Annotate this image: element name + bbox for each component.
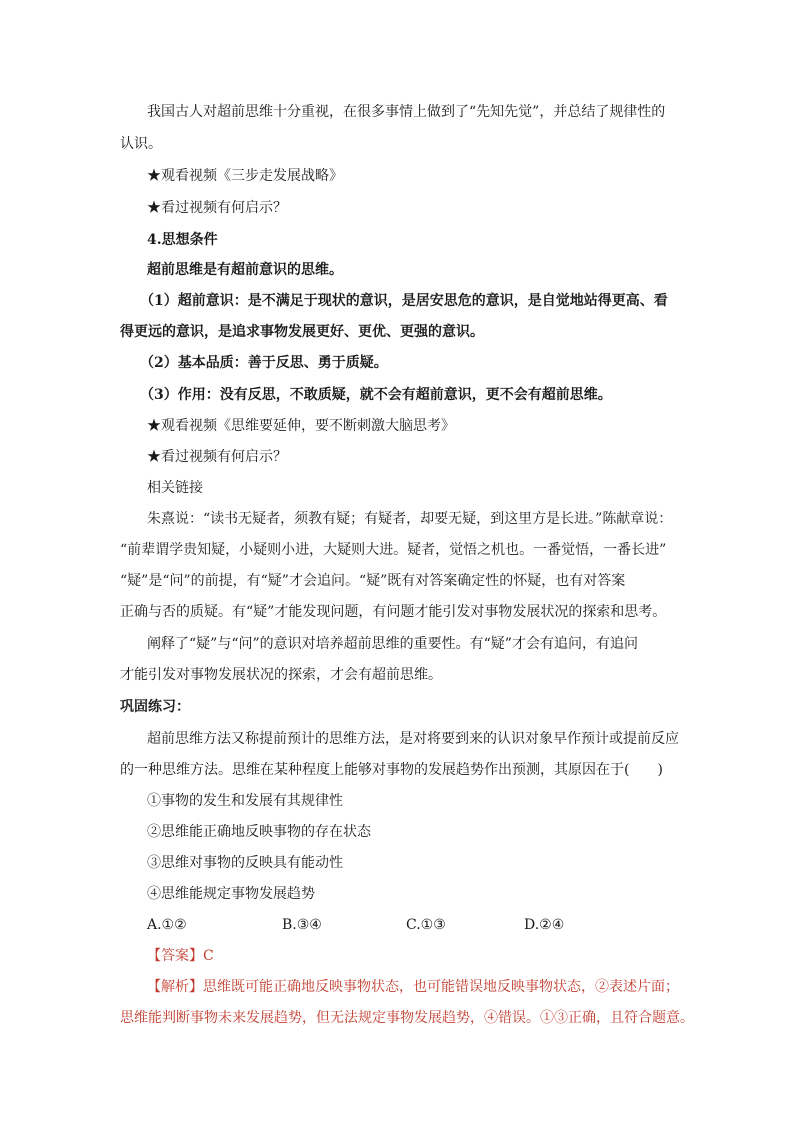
statement-2: ②思维能正确地反映事物的存在状态 bbox=[147, 824, 371, 840]
related-para-2-line-1: 阐释了“疑”与“问”的意识对培养超前思维的重要性。有“疑”才会有追问，有追问 bbox=[147, 636, 638, 652]
option-d: D.②④ bbox=[524, 917, 565, 933]
para-intro-line-1: 我国古人对超前思维十分重视，在很多事情上做到了“先知先觉”，并总结了规律性的 bbox=[147, 104, 666, 120]
related-para-2-line-2: 才能引发对事物发展状况的探索，才会有超前思维。 bbox=[120, 667, 442, 683]
analysis-line-1: 【解析】思维既可能正确地反映事物状态，也可能错误地反映事物状态，②表述片面； bbox=[147, 979, 679, 995]
definition-text: 超前思维是有超前意识的思维。 bbox=[147, 262, 343, 278]
insight-prompt-2: ★看过视频有何启示？ bbox=[147, 449, 287, 465]
statement-4: ④思维能规定事物发展趋势 bbox=[147, 886, 315, 902]
question-line-1: 超前思维方法又称提前预计的思维方法，是对将要到来的认识对象早作预计或提前反应 bbox=[147, 731, 679, 747]
related-para-1-line-2: “前辈谓学贵知疑，小疑则小进，大疑则大进。疑者，觉悟之机也。一番觉悟，一番长进” bbox=[120, 542, 667, 558]
related-link-heading: 相关链接 bbox=[147, 480, 203, 496]
video-prompt-1: ★观看视频《三步走发展战略》 bbox=[147, 168, 343, 184]
condition-3: （3）作用：没有反思，不敢质疑，就不会有超前意识，更不会有超前思维。 bbox=[140, 387, 612, 403]
condition-1-line-2: 得更远的意识，是追求事物发展更好、更优、更强的意识。 bbox=[120, 324, 484, 340]
para-intro-line-2: 认识。 bbox=[120, 136, 162, 152]
related-para-1-line-1: 朱熹说：“读书无疑者，须教有疑；有疑者，却要无疑，到这里方是长进。”陈献章说： bbox=[147, 511, 673, 527]
option-c: C.①③ bbox=[406, 917, 446, 933]
statement-1: ①事物的发生和发展有其规律性 bbox=[147, 793, 343, 809]
analysis-line-2: 思维能判断事物未来发展趋势，但无法规定事物发展趋势，④错误。①③正确，且符合题意。 bbox=[120, 1010, 694, 1026]
answer-text: 【答案】C bbox=[147, 948, 214, 964]
related-para-1-line-3: “疑”是“问”的前提，有“疑”才会追问。“疑”既有对答案确定性的怀疑，也有对答案 bbox=[120, 573, 626, 589]
option-a: A.①② bbox=[147, 917, 187, 933]
condition-1-line-1: （1）超前意识：是不满足于现状的意识，是居安思危的意识，是自觉地站得更高、看 bbox=[140, 293, 668, 309]
option-b: B.③④ bbox=[282, 917, 322, 933]
related-para-1-line-4: 正确与否的质疑。有“疑”才能发现问题，有问题才能引发对事物发展状况的探索和思考。 bbox=[120, 604, 667, 620]
exercise-heading: 巩固练习： bbox=[120, 699, 190, 715]
video-prompt-2: ★观看视频《思维要延伸，要不断刺激大脑思考》 bbox=[147, 418, 455, 434]
section-heading-4: 4.思想条件 bbox=[147, 232, 218, 248]
statement-3: ③思维对事物的反映具有能动性 bbox=[147, 855, 343, 871]
question-line-2: 的一种思维方法。思维在某种程度上能够对事物的发展趋势作出预测，其原因在于( ) bbox=[120, 762, 663, 778]
insight-prompt-1: ★看过视频有何启示？ bbox=[147, 200, 287, 216]
options-row bbox=[147, 915, 564, 935]
condition-2: （2）基本品质：善于反思、勇于质疑。 bbox=[140, 355, 388, 371]
